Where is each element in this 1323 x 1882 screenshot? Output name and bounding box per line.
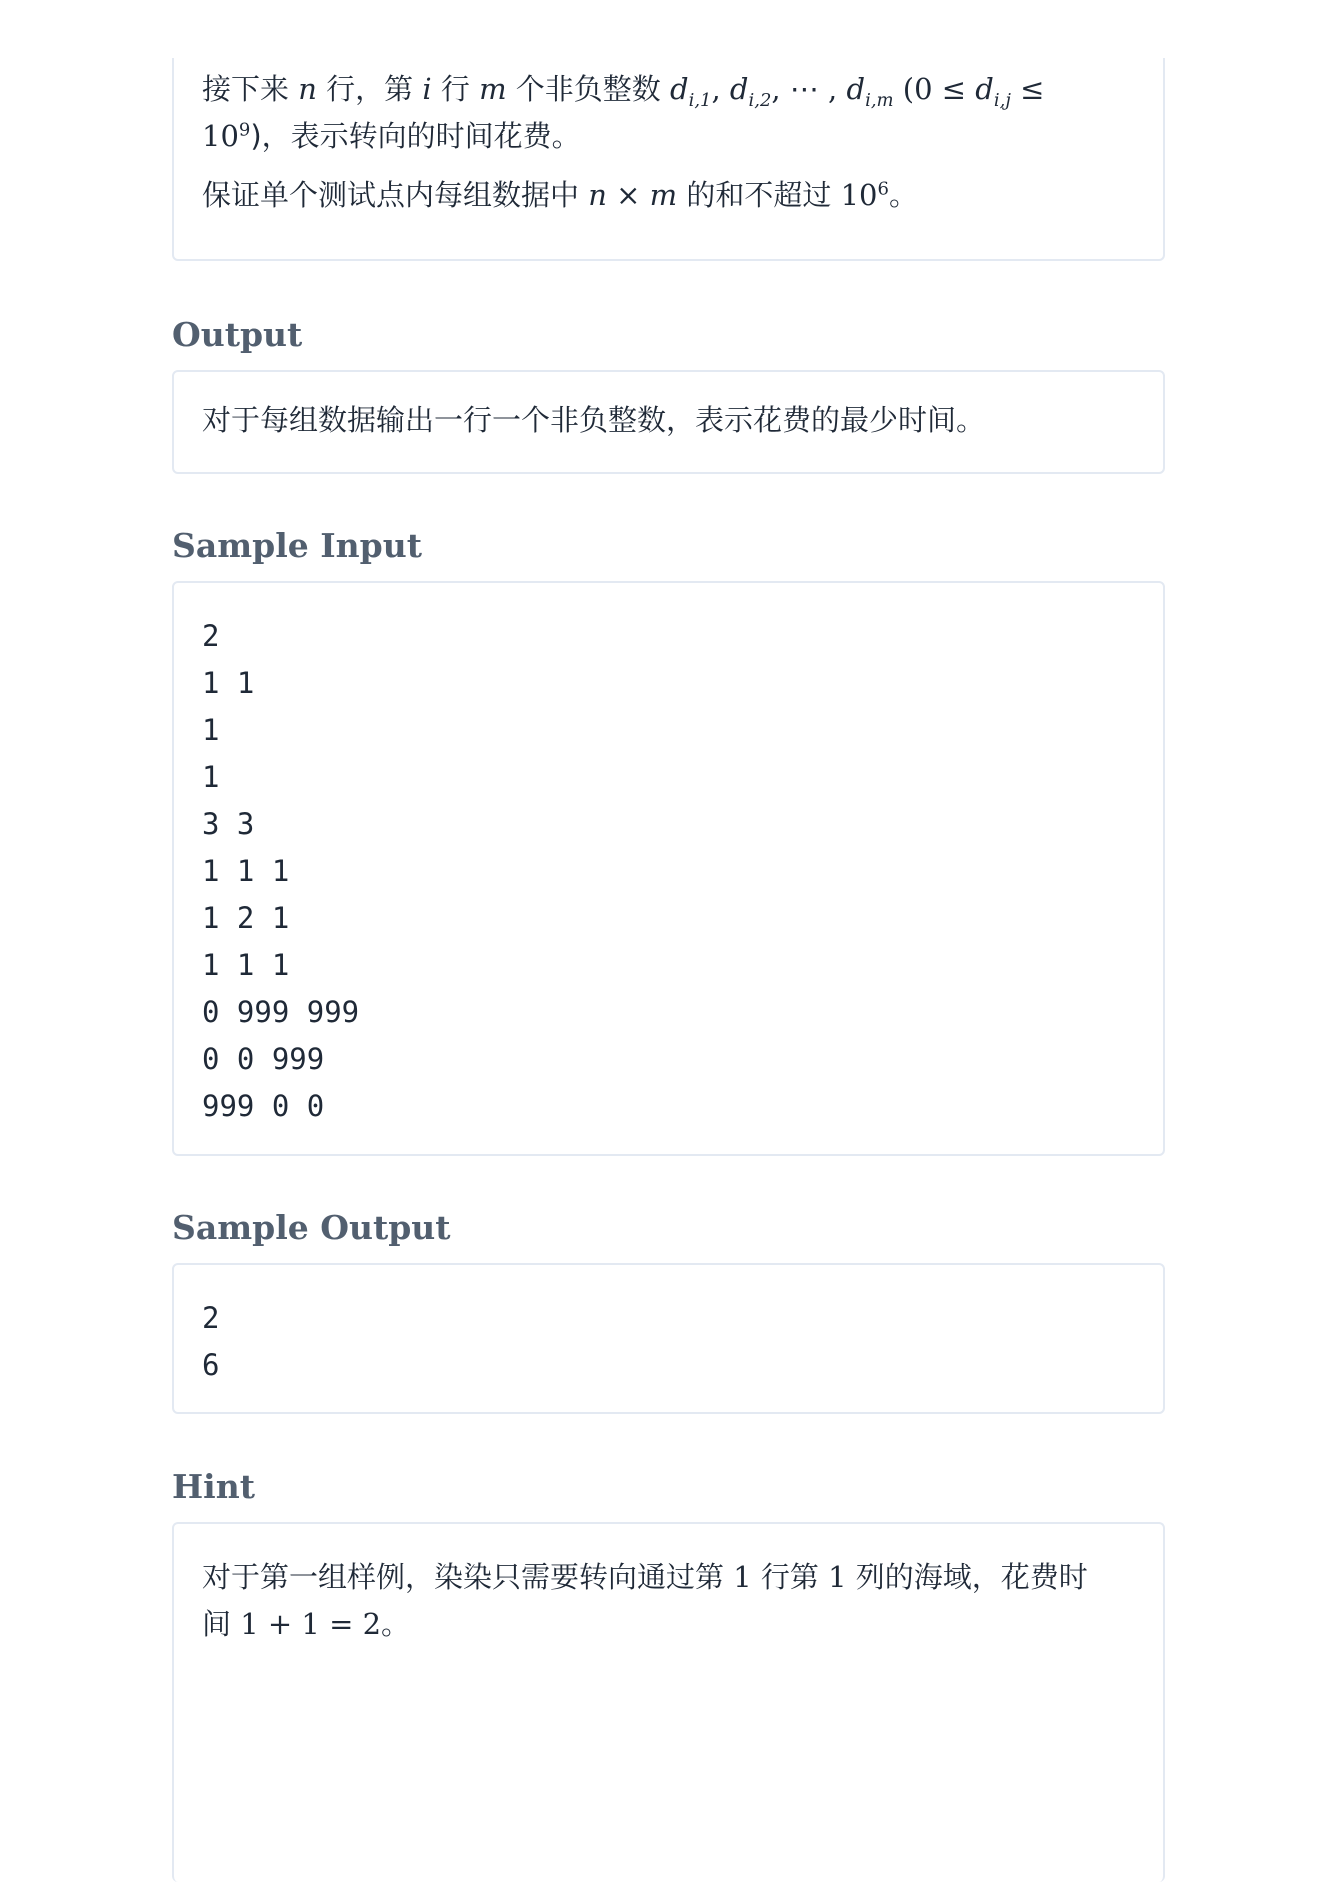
sample-output-code[interactable] — [202, 1295, 219, 1389]
hint-heading: Hint — [172, 1467, 255, 1506]
sample-input-line: 1 1 1 — [202, 948, 290, 982]
sample-output-line: 2 — [202, 1301, 220, 1335]
output-heading: Output — [172, 315, 303, 354]
input-description-line-1: 接下来 n 行，第 i 行 m 个非负整数 $d_{i,1}$, $d_{i,2}$, ⋯ , $d_{i,m}$ ($0 \le d_{i,j}$ ≤ — [202, 72, 1045, 111]
sample-input-line: 2 — [202, 619, 220, 653]
sample-input-line: 999 0 0 — [202, 1089, 325, 1123]
sample-input-box[interactable] — [172, 581, 1165, 1156]
sample-output-box[interactable] — [172, 1263, 1165, 1414]
input-constraint-line: 保证单个测试点内每组数据中 n × m 的和不超过 $10^6$。 — [202, 178, 918, 212]
hint-box — [172, 1522, 1165, 1882]
sample-output-line: 6 — [202, 1348, 220, 1382]
sample-input-line: 1 — [202, 713, 220, 747]
sample-input-line: 1 — [202, 760, 220, 794]
hint-line-1: 对于第一组样例，染染只需要转向通过第 1 行第 1 列的海域，花费时 — [202, 1560, 1088, 1594]
input-description-box — [172, 58, 1165, 261]
sample-input-line: 3 3 — [202, 807, 255, 841]
sample-input-line: 0 999 999 — [202, 995, 360, 1029]
input-description-line-2: $10^9$)，表示转向的时间花费。 — [202, 119, 581, 153]
sample-input-line: 1 1 1 — [202, 854, 290, 888]
output-box — [172, 370, 1165, 474]
sample-input-line: 0 0 999 — [202, 1042, 325, 1076]
hint-line-2: 间 1 + 1 = 2。 — [202, 1607, 411, 1641]
sample-input-line: 1 1 — [202, 666, 255, 700]
sample-output-heading: Sample Output — [172, 1208, 451, 1247]
output-text: 对于每组数据输出一行一个非负整数，表示花费的最少时间。 — [202, 403, 986, 437]
sample-input-code[interactable] — [202, 613, 359, 1130]
sample-input-line: 1 2 1 — [202, 901, 290, 935]
sample-input-heading: Sample Input — [172, 526, 422, 565]
